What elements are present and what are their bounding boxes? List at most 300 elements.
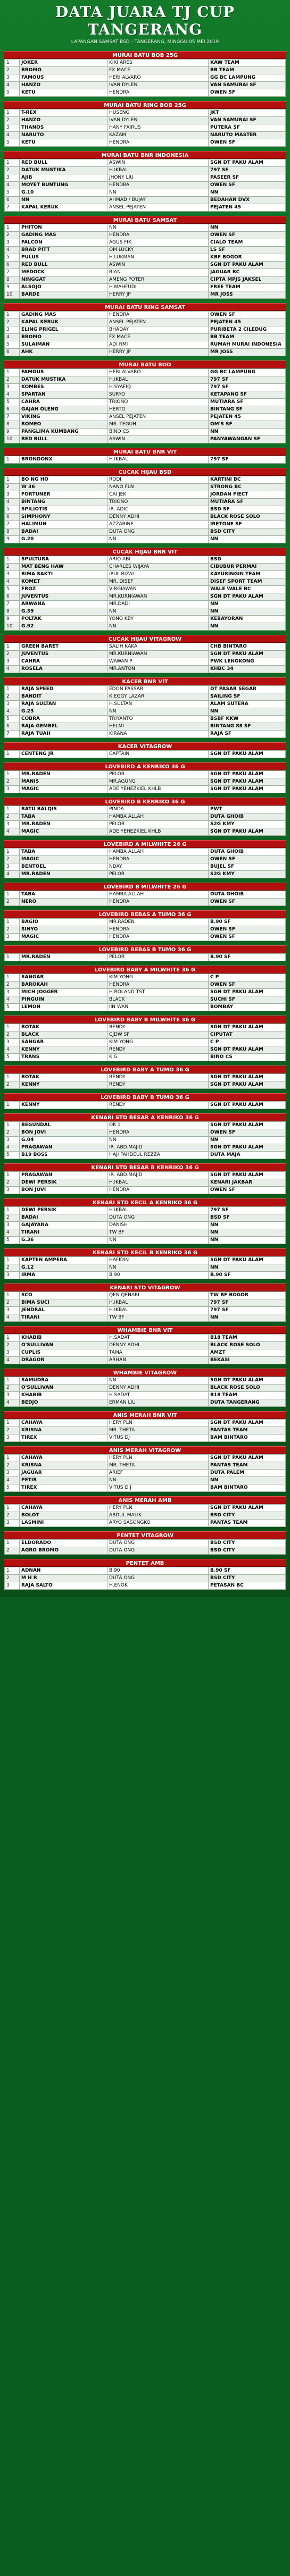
bird-name: BON JOVI: [20, 1187, 107, 1194]
rank-number: 3: [5, 1470, 20, 1477]
table-row: [5, 651, 286, 658]
rank-number: 5: [5, 1004, 20, 1011]
bird-name: RAJA TUAH: [20, 731, 107, 738]
team-name: VAN SAMURAI SF: [209, 82, 286, 89]
bird-name: CAHRA: [20, 658, 107, 666]
team-name: SGN DT PAKU ALAM: [209, 1122, 286, 1129]
owner-name: RENDY: [107, 1081, 209, 1089]
rank-number: 4: [5, 391, 20, 399]
owner-name: HENDRA: [107, 926, 209, 934]
table-row: [5, 1237, 286, 1244]
rank-number: 4: [5, 1046, 20, 1054]
rank-number: 4: [5, 182, 20, 189]
bird-name: TIRANI: [20, 1314, 107, 1322]
bird-name: RAJA SPEED: [20, 686, 107, 693]
team-name: 797 SF: [209, 1207, 286, 1214]
team-name: SGN DT PAKU ALAM: [209, 593, 286, 601]
table-row: [5, 821, 286, 828]
rank-number: 4: [5, 1477, 20, 1484]
table-row: [5, 578, 286, 586]
rank-number: 5: [5, 1237, 20, 1244]
bird-name: BRONDONX: [20, 456, 107, 464]
team-name: FREE TEAM: [209, 284, 286, 291]
class-section: [4, 1283, 286, 1322]
rank-number: 5: [5, 139, 20, 147]
bird-name: KAPAL KERUK: [20, 319, 107, 326]
rank-number: 4: [5, 1229, 20, 1237]
table-row: [5, 1455, 286, 1462]
table-row: [5, 160, 286, 167]
class-section: [4, 468, 286, 543]
team-name: BSD: [209, 556, 286, 564]
owner-name: H.ROLAND TST: [107, 989, 209, 996]
table-row: [5, 1081, 286, 1089]
rank-number: 4: [5, 708, 20, 716]
owner-name: MR.ANTON: [107, 666, 209, 673]
owner-name: HENDRA: [107, 981, 209, 989]
rank-number: 6: [5, 406, 20, 414]
rank-number: 7: [5, 204, 20, 212]
table-row: [5, 284, 286, 291]
team-name: PURIBETA 2 CILEDUG: [209, 326, 286, 334]
rank-number: 1: [5, 1567, 20, 1575]
table-row: [5, 1477, 286, 1484]
owner-name: H.IKBAL: [107, 1179, 209, 1187]
table-row: [5, 828, 286, 836]
team-name: SGN DT PAKU ALAM: [209, 1074, 286, 1081]
owner-name: ARYO SASONGKO: [107, 1520, 209, 1527]
team-name: BB TEAM: [209, 334, 286, 341]
table-row: [5, 926, 286, 934]
class-title: LOVEBIRD A KENRIKO 36 G: [4, 762, 286, 770]
bird-name: HANZO: [20, 117, 107, 124]
table-row: [5, 751, 286, 758]
owner-name: IVAN DYLEN: [107, 82, 209, 89]
team-name: SGN DT PAKU ALAM: [209, 1420, 286, 1427]
bird-name: TIRANI: [20, 1229, 107, 1237]
bird-name: HALIMUN: [20, 521, 107, 528]
table-row: [5, 1137, 286, 1144]
bird-name: BRAD PITT: [20, 247, 107, 254]
team-name: NN: [209, 1477, 286, 1484]
class-title: KACER VITAGROW: [4, 742, 286, 750]
footer-spacer: [4, 1590, 286, 1592]
team-name: DUTA TANGERANG: [209, 1399, 286, 1407]
class-title: MURAI BATU BOB 25G: [4, 51, 286, 59]
bird-name: M H R: [20, 1575, 107, 1582]
rank-number: 1: [5, 160, 20, 167]
owner-name: ARIO ABI: [107, 556, 209, 564]
table-row: [5, 376, 286, 384]
table-row: [5, 723, 286, 731]
owner-name: NN: [107, 189, 209, 197]
class-title: MURAI BATU BNR VIT: [4, 448, 286, 456]
rank-number: 1: [5, 1102, 20, 1109]
class-title: LOVEBIRD BABY A MILWHITE 36 G: [4, 966, 286, 974]
team-name: KEBAYORAN: [209, 616, 286, 623]
team-name: BSD CITY: [209, 1512, 286, 1520]
table-row: [5, 391, 286, 399]
table-row: [5, 778, 286, 786]
class-section: [4, 1093, 286, 1109]
owner-name: H.ENOK: [107, 1582, 209, 1590]
table-row: [5, 254, 286, 262]
class-title: ANIS MERAH VITAGROW: [4, 1446, 286, 1454]
team-name: SUCHI SF: [209, 996, 286, 1004]
rank-number: 2: [5, 651, 20, 658]
team-name: B.90 SF: [209, 1272, 286, 1279]
rank-number: 3: [5, 863, 20, 871]
table-row: [5, 421, 286, 429]
bird-name: MAGIC: [20, 786, 107, 793]
rank-number: 2: [5, 981, 20, 989]
class-section: [4, 1531, 286, 1555]
bird-name: G.10: [20, 189, 107, 197]
table-row: [5, 1399, 286, 1407]
team-name: BB TEAM: [209, 67, 286, 74]
team-name: B.90 SF: [209, 919, 286, 926]
bird-name: PULUS: [20, 254, 107, 262]
rank-number: 3: [5, 701, 20, 708]
owner-name: HENDRA: [107, 139, 209, 147]
class-title: ANIS MERAH BNR VIT: [4, 1411, 286, 1419]
team-name: 797 SF: [209, 1307, 286, 1314]
results-table: [4, 770, 286, 793]
class-section: [4, 1198, 286, 1244]
table-row: [5, 232, 286, 239]
table-row: [5, 1540, 286, 1547]
table-row: [5, 1187, 286, 1194]
bird-name: MAT BENG HAW: [20, 564, 107, 571]
rank-number: 8: [5, 528, 20, 536]
class-title: CUCAK HIJAU BSD: [4, 468, 286, 476]
team-name: SGN DT PAKU ALAM: [209, 751, 286, 758]
class-title: CUCAK HIJAU VITAGROW: [4, 635, 286, 643]
team-name: MR JOSS: [209, 349, 286, 356]
rank-number: 4: [5, 871, 20, 878]
results-table: [4, 750, 286, 758]
table-row: [5, 1547, 286, 1555]
table-row: [5, 384, 286, 391]
bird-name: KHABIB: [20, 1392, 107, 1399]
rank-number: 5: [5, 1152, 20, 1159]
table-row: [5, 586, 286, 593]
team-name: SGN DT PAKU ALAM: [209, 778, 286, 786]
class-title: MURAI BATU SAMSAT: [4, 216, 286, 224]
team-name: BAM BINTARO: [209, 1434, 286, 1442]
table-row: [5, 786, 286, 793]
team-name: OWEN SF: [209, 856, 286, 863]
team-name: KAYURINGIN TEAM: [209, 571, 286, 578]
team-name: BINTANG 88 SF: [209, 723, 286, 731]
team-name: RUMAH MURAI INDONESIA: [209, 341, 286, 349]
team-name: OWEN SF: [209, 1187, 286, 1194]
owner-name: H.IKBAL: [107, 1299, 209, 1307]
team-name: CIPUTAT: [209, 1031, 286, 1039]
table-row: [5, 89, 286, 97]
owner-name: IVAN DYLEN: [107, 117, 209, 124]
owner-name: MR.KURNIAWAN: [107, 651, 209, 658]
team-name: NN: [209, 1314, 286, 1322]
table-row: [5, 1357, 286, 1364]
bird-name: MICH JOGGER: [20, 989, 107, 996]
rank-number: 2: [5, 564, 20, 571]
bird-name: GAJAH OLENG: [20, 406, 107, 414]
rank-number: 2: [5, 899, 20, 906]
owner-name: PELOR: [107, 954, 209, 961]
rank-number: 4: [5, 996, 20, 1004]
bird-name: G.39: [20, 608, 107, 616]
results-table: [4, 848, 286, 878]
bird-name: CUPLIS: [20, 1349, 107, 1357]
owner-name: ADE YEHEZKIEL KHLB: [107, 786, 209, 793]
bird-name: NINGGAT: [20, 276, 107, 284]
table-row: [5, 429, 286, 436]
bird-name: PETIR: [20, 1477, 107, 1484]
team-name: OWEN SF: [209, 981, 286, 989]
results-table: [4, 1023, 286, 1061]
rank-number: 3: [5, 658, 20, 666]
owner-name: HAMBA ALLAH: [107, 813, 209, 821]
class-title: LOVEBIRD B MILWHITE 26 G: [4, 883, 286, 891]
team-name: MUTIARA SF: [209, 499, 286, 506]
rank-number: 5: [5, 399, 20, 406]
class-title: MURAI BATU RING SAMSAT: [4, 303, 286, 311]
owner-name: MR. THETA: [107, 1462, 209, 1470]
table-row: [5, 239, 286, 247]
rank-number: 5: [5, 716, 20, 723]
team-name: B18 TEAM: [209, 1335, 286, 1342]
table-row: [5, 1512, 286, 1520]
class-title: ANIS MERAH AMB: [4, 1496, 286, 1504]
bird-name: NARUTO: [20, 132, 107, 139]
bird-name: BINTANG: [20, 499, 107, 506]
owner-name: HENDRA: [107, 232, 209, 239]
team-name: OWEN SF: [209, 926, 286, 934]
rank-number: 3: [5, 326, 20, 334]
team-name: SGN DT PAKU ALAM: [209, 1024, 286, 1031]
table-row: [5, 856, 286, 863]
owner-name: K EGGY LAZAR: [107, 693, 209, 701]
team-name: BOMBAY: [209, 1004, 286, 1011]
bird-name: B19 BOSS: [20, 1152, 107, 1159]
rank-number: 1: [5, 1292, 20, 1299]
team-name: SGN DT PAKU ALAM: [209, 1102, 286, 1109]
owner-name: ABDUL MALIK: [107, 1512, 209, 1520]
table-row: [5, 716, 286, 723]
rank-number: 2: [5, 376, 20, 384]
class-title: MURAI BATU RING BOB 25G: [4, 101, 286, 109]
bird-name: AJIB: [20, 174, 107, 182]
team-name: BLACK ROSE SOLO: [209, 1385, 286, 1392]
rank-number: 2: [5, 813, 20, 821]
owner-name: H.IKBAL: [107, 456, 209, 464]
class-section: [4, 742, 286, 758]
owner-name: PINDA: [107, 806, 209, 813]
rank-number: 10: [5, 291, 20, 299]
team-name: 797 SF: [209, 376, 286, 384]
table-row: [5, 1264, 286, 1272]
rank-number: 5: [5, 254, 20, 262]
owner-name: HERI ALVARO: [107, 369, 209, 376]
team-name: BUJEL SF: [209, 863, 286, 871]
team-name: NARUTO MASTER: [209, 132, 286, 139]
class-title: KENARI STD KECIL B KENRIKO 36 G: [4, 1248, 286, 1256]
rank-number: 2: [5, 1462, 20, 1470]
bird-name: BROMO: [20, 67, 107, 74]
bird-name: SAMUDRA: [20, 1377, 107, 1385]
owner-name: NN: [107, 1477, 209, 1484]
class-section: [4, 1326, 286, 1364]
team-name: BINTANG SF: [209, 406, 286, 414]
table-row: [5, 182, 286, 189]
owner-name: SALIH KAKA: [107, 643, 209, 651]
table-row: [5, 1434, 286, 1442]
team-name: PETASAN BC: [209, 1582, 286, 1590]
class-title: KENARI STD KECIL A KENRIKO 36 G: [4, 1198, 286, 1206]
bird-name: TABA: [20, 891, 107, 899]
bird-name: AGRO BROMO: [20, 1547, 107, 1555]
bird-name: G.23: [20, 708, 107, 716]
owner-name: IPUL RIZAL: [107, 571, 209, 578]
team-name: CIPTA MPJS JAKSEL: [209, 276, 286, 284]
rank-number: 3: [5, 239, 20, 247]
bird-name: ADNAN: [20, 1567, 107, 1575]
team-name: MR JOSS: [209, 291, 286, 299]
rank-number: 4: [5, 1399, 20, 1407]
team-name: KETAPANG SF: [209, 391, 286, 399]
bird-name: FAMOUS: [20, 74, 107, 82]
team-name: NN: [209, 1264, 286, 1272]
bird-name: BO NG HO: [20, 476, 107, 484]
table-row: [5, 117, 286, 124]
bird-name: TABA: [20, 849, 107, 856]
table-row: [5, 731, 286, 738]
bird-name: BAGIO: [20, 919, 107, 926]
table-row: [5, 954, 286, 961]
table-row: [5, 414, 286, 421]
bird-name: SINYO: [20, 926, 107, 934]
bird-name: GREEN BARET: [20, 643, 107, 651]
team-name: DUTA PALEM: [209, 1470, 286, 1477]
table-row: [5, 1229, 286, 1237]
owner-name: KIM YONG: [107, 974, 209, 981]
rank-number: 1: [5, 919, 20, 926]
rank-number: 1: [5, 1505, 20, 1512]
rank-number: 3: [5, 786, 20, 793]
team-name: RAJA SF: [209, 731, 286, 738]
owner-name: H.IKBAL: [107, 376, 209, 384]
owner-name: HENDRA: [107, 1129, 209, 1137]
owner-name: RENDY: [107, 1046, 209, 1054]
table-row: [5, 369, 286, 376]
rank-number: 3: [5, 174, 20, 182]
owner-name: H.LUKMAN: [107, 254, 209, 262]
owner-name: DANISH: [107, 1222, 209, 1229]
class-title: LOVEBIRD BABY B TUMO 36 G: [4, 1093, 286, 1101]
team-name: 797 SF: [209, 384, 286, 391]
rank-number: 9: [5, 536, 20, 543]
team-name: NN: [209, 189, 286, 197]
bird-name: VIKING: [20, 414, 107, 421]
team-name: PEJATEN 45: [209, 319, 286, 326]
class-section: [4, 966, 286, 1011]
team-name: DUTA GHOIB: [209, 849, 286, 856]
owner-name: NN: [107, 224, 209, 232]
owner-name: HANY FAIRUS: [107, 124, 209, 132]
team-name: NN: [209, 1237, 286, 1244]
team-name: SGN DT PAKU ALAM: [209, 786, 286, 793]
table-row: [5, 1392, 286, 1399]
rank-number: 6: [5, 514, 20, 521]
results-table: [4, 476, 286, 543]
table-row: [5, 262, 286, 269]
class-section: [4, 216, 286, 299]
rank-number: 1: [5, 60, 20, 67]
rank-number: 6: [5, 349, 20, 356]
owner-name: B.90: [107, 1272, 209, 1279]
team-name: PASEER SF: [209, 174, 286, 182]
owner-name: NN: [107, 1264, 209, 1272]
rank-number: 2: [5, 1385, 20, 1392]
rank-number: 3: [5, 1349, 20, 1357]
rank-number: 2: [5, 1179, 20, 1187]
table-row: [5, 1172, 286, 1179]
rank-number: 1: [5, 476, 20, 484]
table-row: [5, 708, 286, 716]
bird-name: BOTAK: [20, 1024, 107, 1031]
bird-name: THANOS: [20, 124, 107, 132]
team-name: OM'S SF: [209, 421, 286, 429]
table-row: [5, 934, 286, 941]
table-row: [5, 1314, 286, 1322]
results-table: [4, 1419, 286, 1442]
owner-name: RENDY: [107, 1074, 209, 1081]
class-section: [4, 360, 286, 443]
table-row: [5, 981, 286, 989]
bird-name: CAHRA: [20, 399, 107, 406]
rank-number: 3: [5, 384, 20, 391]
bird-name: CAHAYA: [20, 1420, 107, 1427]
team-name: PWK LENGKONG: [209, 658, 286, 666]
table-row: [5, 528, 286, 536]
results-table: [4, 1206, 286, 1244]
rank-number: 3: [5, 124, 20, 132]
table-row: [5, 806, 286, 813]
team-name: B.90 SF: [209, 1567, 286, 1575]
bird-name: RED BULL: [20, 262, 107, 269]
rank-number: 5: [5, 341, 20, 349]
owner-name: CHARLES WIJAYA: [107, 564, 209, 571]
table-row: [5, 1272, 286, 1279]
team-name: NN: [209, 224, 286, 232]
table-row: [5, 1420, 286, 1427]
rank-number: 1: [5, 1455, 20, 1462]
rank-number: 5: [5, 1484, 20, 1492]
owner-name: H.IKBAL: [107, 167, 209, 174]
team-name: CHB BINTARO: [209, 643, 286, 651]
owner-name: HERY PLN: [107, 1420, 209, 1427]
rank-number: 10: [5, 436, 20, 443]
class-section: [4, 1248, 286, 1279]
rank-number: 2: [5, 319, 20, 326]
table-row: [5, 456, 286, 464]
owner-name: TW BF: [107, 1229, 209, 1237]
class-section: [4, 1496, 286, 1527]
owner-name: MR. TEGUH: [107, 421, 209, 429]
team-name: NN: [209, 601, 286, 608]
team-name: WALE WALE BC: [209, 586, 286, 593]
